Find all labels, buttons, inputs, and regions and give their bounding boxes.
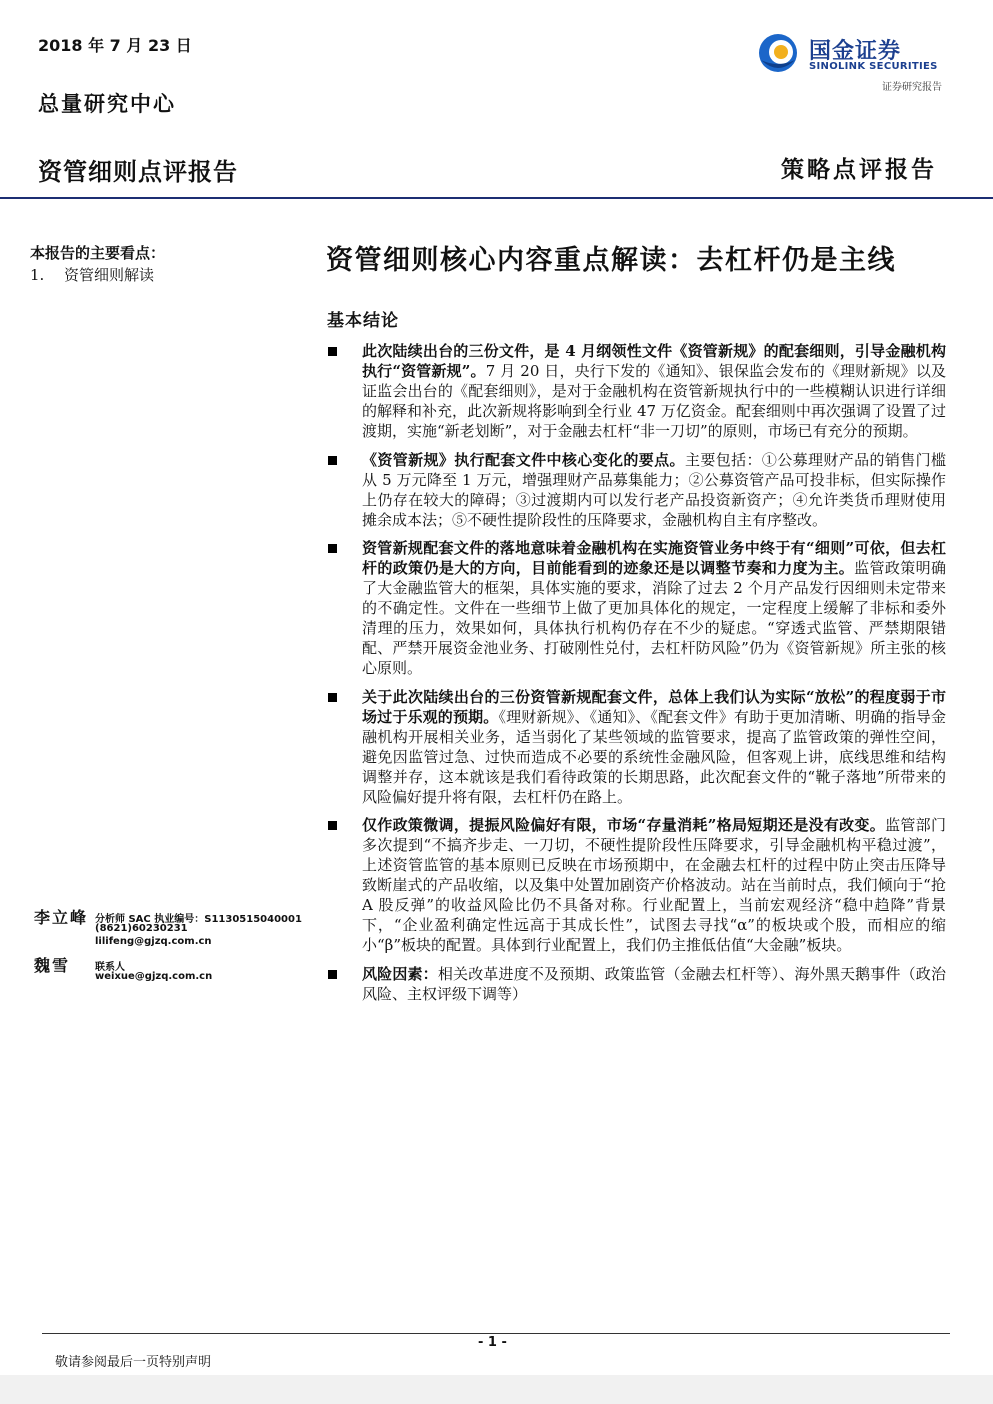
- conclusion-body: 《理财新规》、《通知》、《配套文件》有助于更加清晰、明确的指导金融机构开展相关业务，适当弱化了某些领域的监管要求，提高了监管政策的弹性空间，避免因监管过急、过快而造成不必要的系统性金融风险，但客观上讲，底线思维和结构调整并存，这本就该是我们看待政策的长期思路，此次配套文件的“靴子落地”所带来的风险偏好提升将有限，去杠杆仍在路上。: [362, 707, 946, 806]
- department-name: 总量研究中心: [38, 91, 176, 116]
- conclusion-body: 相关改革进度不及预期、政策监管（金融去杠杆等）、海外黑天鹅事件（政治风险、主权评级下调等）: [362, 964, 946, 1003]
- analyst-card: [34, 905, 314, 955]
- conclusion-body: 监管政策明确了大金融监管大的框架，具体实施的要求，消除了过去 2 个月产品发行因细则未定带来的不确定性。文件在一些细节上做了更加具体化的规定，一定程度上缓解了非标和委外清理的压力，效果如何，具体执行机构仍存在不少的疑虑。“穿透式监管、严禁期限错配、严禁开展资金池业务、打破刚性兑付，去杠杆防风险”仍为《资管新规》所主张的核心原则。: [362, 559, 946, 677]
- conclusion-item: [326, 964, 946, 1004]
- report-type-title: 资管细则点评报告: [38, 158, 238, 186]
- conclusion-lead: 此次陆续出台的三份文件，是 4 月纲领性文件《资管新规》的配套细则，引导金融机构执行“资管新规”。: [362, 342, 946, 380]
- contact-role: 联系人: [95, 962, 125, 973]
- bullet-square-icon: [328, 347, 337, 356]
- conclusion-lead: 风险因素：: [362, 964, 438, 983]
- footer-divider: [42, 1333, 950, 1334]
- bullet-square-icon: [328, 544, 337, 553]
- conclusion-item: [326, 815, 946, 955]
- conclusion-body: 监管部门多次提到“不搞齐步走、一刀切，不硬性提阶段性压降要求，引导金融机构平稳过渡”，上述资管监管的基本原则已反映在市场预期中，在金融去杠杆的过程中防止突击压降导致断崖式的产品收缩，以及集中处置加剧资产价格波动。站在当前时点，我们倾向于“抢 A 股反弹”的收益风险比仍不具备对称。行业配置上，当前宏观经济“稳中趋降”背景下，“企业盈利确定性远高于其成长性”，试图去寻找“α”的板块或个股，而相应的缩小“β”板块的配置。具体到行业配置上，我们仍主推低估值“大金融”板块。: [362, 816, 946, 954]
- contact-email[interactable]: weixue@gjzq.com.cn: [95, 971, 213, 982]
- header-divider: [0, 197, 993, 199]
- conclusion-list: [326, 341, 946, 1012]
- analyst-email[interactable]: lilifeng@gjzq.com.cn: [95, 936, 212, 947]
- logo-subtitle: 证券研究报告: [882, 82, 942, 93]
- highlight-number: 1.: [30, 266, 45, 284]
- report-category: 策略点评报告: [781, 156, 937, 183]
- logo-chinese-name: 国金证券: [809, 39, 902, 64]
- bullet-square-icon: [328, 456, 337, 465]
- contact-card: [34, 953, 314, 993]
- analyst-role: 分析师 SAC 执业编号：S1130515040001: [95, 914, 302, 925]
- conclusion-body: 主要包括：①公募理财产品的销售门槛从 5 万元降至 1 万元，增强理财产品募集能力；②公募资管产品可投非标，但实际操作上仍存在较大的障碍；③过渡期内可以发行老产品投资新资产；④允许类货币理财使用摊余成本法；⑤不硬性提阶段性的压降要求，金融机构自主有序整改。: [362, 450, 946, 529]
- footer-disclaimer: 敬请参阅最后一页特别声明: [55, 1355, 212, 1370]
- bullet-square-icon: [328, 693, 337, 702]
- main-title: 资管细则核心内容重点解读：去杠杆仍是主线: [326, 245, 896, 276]
- page-number: - 1 -: [478, 1335, 507, 1350]
- conclusion-lead: 资管新规配套文件的落地意味着金融机构在实施资管业务中终于有“细则”可依，但去杠杆的政策仍是大的方向，目前能看到的迹象还是以调整节奏和力度为主。: [362, 539, 946, 577]
- analyst-phone: (8621)60230231: [95, 923, 188, 934]
- conclusion-item: [326, 450, 946, 530]
- conclusion-lead: 仅作政策微调，提振风险偏好有限，市场“存量消耗”格局短期还是没有改变。: [362, 816, 886, 834]
- highlights-heading: 本报告的主要看点：: [30, 244, 166, 262]
- logo-english-name: SINOLINK SECURITIES: [809, 61, 938, 72]
- conclusion-lead: 关于此次陆续出台的三份资管新规配套文件，总体上我们认为实际“放松”的程度弱于市场过于乐观的预期。: [362, 687, 946, 726]
- bullet-square-icon: [328, 970, 337, 979]
- contact-name: 魏雪: [34, 956, 71, 975]
- conclusion-item: [326, 341, 946, 441]
- company-logo: [757, 32, 947, 92]
- highlight-text: 资管细则解读: [64, 266, 155, 284]
- footer-band: [0, 1375, 993, 1404]
- sinolink-logo-icon: [757, 32, 799, 74]
- highlight-item: [30, 264, 154, 285]
- conclusion-body: 7 月 20 日，央行下发的《通知》、银保监会发布的《理财新规》以及证监会出台的《配套细则》，是对于金融机构在资管新规执行中的一些模糊认识进行详细的解释和补充，此次新规将影响到全行业 47 万亿资金。配套细则中再次强调了设置了过渡期，实施“新老划断”，对于金融去杠杆“非一刀切”的原则，市场已有充分的预期。: [362, 362, 946, 440]
- conclusion-item: [326, 687, 946, 807]
- conclusion-lead: 《资管新规》执行配套文件中核心变化的要点。: [362, 450, 685, 469]
- analyst-name: 李立峰: [34, 908, 89, 927]
- section-heading: 基本结论: [327, 311, 399, 331]
- conclusion-item: [326, 538, 946, 678]
- bullet-square-icon: [328, 821, 337, 830]
- report-date: 2018 年 7 月 23 日: [38, 36, 192, 55]
